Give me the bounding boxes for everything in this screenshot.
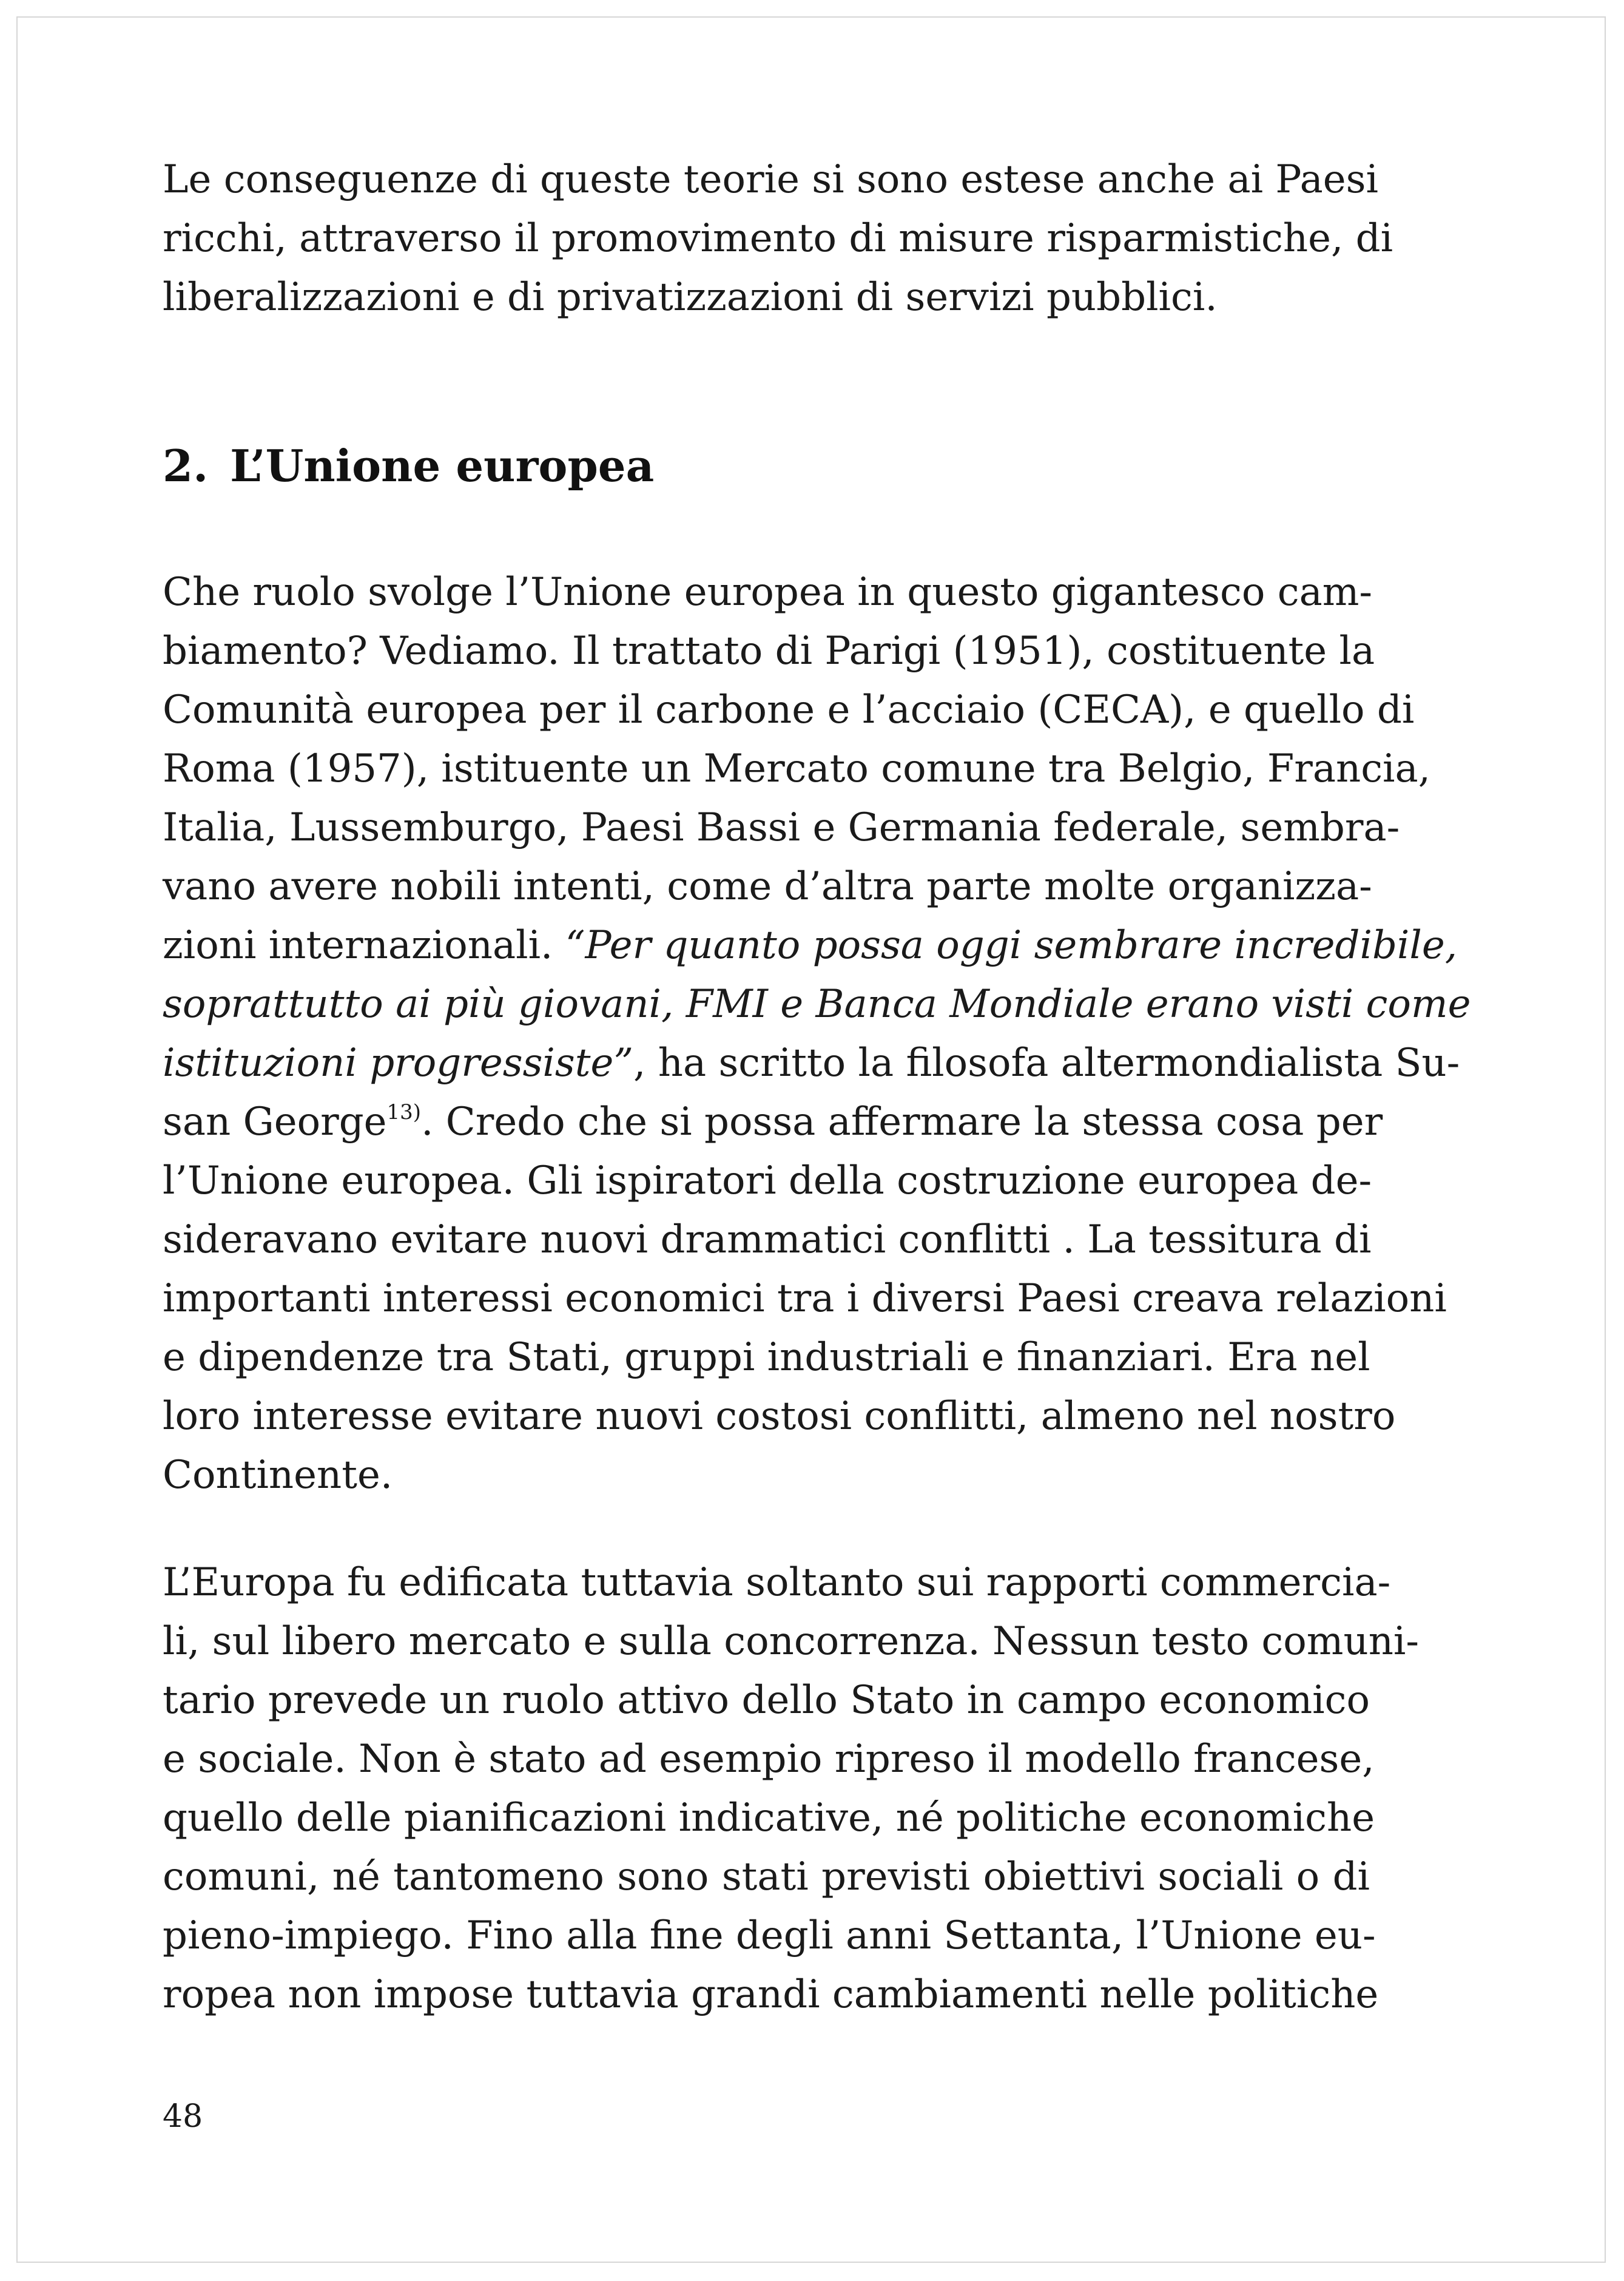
quote-segment: istituzioni progressiste” — [163, 1041, 634, 1086]
paragraph-intro — [163, 150, 1393, 327]
text-line: ricchi, attraverso il promovimento di misure risparmistiche, di — [163, 216, 1393, 261]
text-line: L’Europa fu edificata tuttavia soltanto sui rapporti commercia- — [163, 1560, 1391, 1605]
text-line: Le conseguenze di queste teorie si sono estese anche ai Paesi — [163, 157, 1378, 202]
text-segment: , ha scritto la filosofa altermondialista Su- — [633, 1041, 1460, 1086]
page-number: 48 — [163, 2098, 203, 2135]
section-title: L’Unione europea — [230, 440, 655, 492]
text-line: e dipendenze tra Stati, gruppi industriali e finanziari. Era nel — [163, 1335, 1370, 1380]
text-line: Comunità europea per il carbone e l’acciaio (CECA), e quello di — [163, 688, 1415, 732]
paragraph-body-1 — [163, 563, 1471, 1505]
section-number: 2. — [163, 440, 209, 492]
text-segment: san George — [163, 1100, 387, 1144]
text-line — [163, 1034, 1460, 1093]
text-segment: zioni internazionali. — [163, 923, 565, 968]
footnote-marker: 13) — [386, 1100, 422, 1124]
quote-segment: “Per quanto possa oggi sembrare incredibile, — [565, 923, 1458, 968]
text-segment: . Credo che si possa affermare la stessa cosa per — [421, 1100, 1383, 1144]
text-line: l’Unione europea. Gli ispiratori della costruzione europea de- — [163, 1158, 1372, 1203]
text-line: quello delle pianificazioni indicative, né politiche economiche — [163, 1796, 1375, 1840]
text-line: comuni, né tantomeno sono stati previsti obiettivi sociali o di — [163, 1854, 1370, 1899]
text-line: Italia, Lussemburgo, Paesi Bassi e Germania federale, sembra- — [163, 805, 1400, 850]
text-line: li, sul libero mercato e sulla concorrenza. Nessun testo comuni- — [163, 1619, 1419, 1664]
text-line: loro interesse evitare nuovi costosi conflitti, almeno nel nostro — [163, 1394, 1396, 1439]
section-heading — [163, 436, 654, 496]
text-line: e sociale. Non è stato ad esempio ripreso il modello francese, — [163, 1737, 1375, 1782]
text-line: sideravano evitare nuovi drammatici conflitti . La tessitura di — [163, 1217, 1372, 1262]
text-line — [163, 916, 1458, 975]
text-line: Continente. — [163, 1453, 393, 1498]
text-line: tario prevede un ruolo attivo dello Stato in campo economico — [163, 1678, 1370, 1723]
text-line: liberalizzazioni e di privatizzazioni di servizi pubblici. — [163, 275, 1218, 320]
text-line: vano avere nobili intenti, come d’altra parte molte organizza- — [163, 864, 1372, 909]
paragraph-body-2 — [163, 1553, 1419, 2024]
text-line: importanti interessi economici tra i diversi Paesi creava relazioni — [163, 1276, 1447, 1321]
text-line: ropea non impose tuttavia grandi cambiamenti nelle politiche — [163, 1972, 1379, 2017]
text-line: biamento? Vediamo. Il trattato di Parigi (1951), costituente la — [163, 629, 1375, 674]
quote-line: soprattutto ai più giovani, FMI e Banca Mondiale erano visti come — [163, 982, 1471, 1027]
text-line: Che ruolo svolge l’Unione europea in questo gigantesco cam- — [163, 570, 1373, 615]
text-line: Roma (1957), istituente un Mercato comune tra Belgio, Francia, — [163, 746, 1430, 791]
text-line — [163, 1093, 1383, 1152]
text-line: pieno-impiego. Fino alla fine degli anni Settanta, l’Unione eu- — [163, 1913, 1376, 1958]
